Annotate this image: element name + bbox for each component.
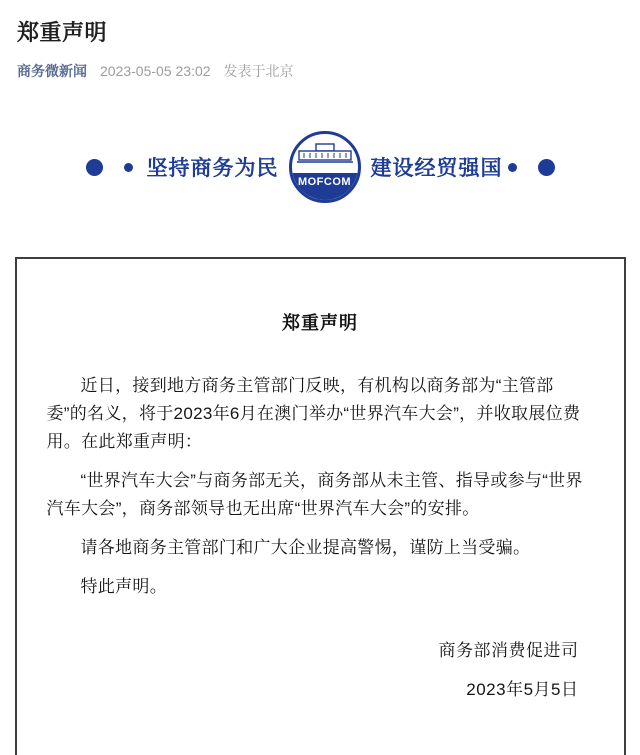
dot-large-right-icon <box>538 159 555 176</box>
page-title: 郑重声明 <box>17 20 108 45</box>
statement-paragraph: 近日，接到地方商务主管部门反映，有机构以商务部为“主管部委”的名义，将于2023年6月在澳门举办“世界汽车大会”，并收取展位费用。在此郑重声明： <box>46 376 581 451</box>
banner-left-text: 坚持商务为民 <box>146 157 279 180</box>
publish-timestamp: 2023-05-05 23:02 <box>100 63 211 79</box>
byline <box>17 61 623 81</box>
article-header <box>0 0 640 81</box>
signature-block <box>47 637 594 704</box>
statement-paragraph: 请各地商务主管部门和广大企业提高警惕，谨防上当受骗。 <box>80 538 531 557</box>
signature-date: 2023年5月5日 <box>466 680 579 699</box>
signer-name: 商务部消费促进司 <box>438 641 579 660</box>
statement-paragraph: 特此声明。 <box>80 577 167 596</box>
mofcom-logo <box>289 131 361 203</box>
dot-small-right-icon <box>508 163 517 172</box>
slogan-banner <box>0 119 640 215</box>
mofcom-building-icon <box>296 141 354 175</box>
statement-body <box>47 372 594 601</box>
dot-small-left-icon <box>124 163 133 172</box>
banner-right-text: 建设经贸强国 <box>370 157 503 180</box>
statement-paragraph: “世界汽车大会”与商务部无关，商务部从未主管、指导或参与“世界汽车大会”，商务部领导也无出席“世界汽车大会”的安排。 <box>46 471 583 518</box>
dot-large-left-icon <box>86 159 103 176</box>
statement-title: 郑重声明 <box>282 313 358 333</box>
account-name-link[interactable]: 商务微新闻 <box>17 63 87 79</box>
statement-box <box>15 257 626 755</box>
publish-location: 发表于北京 <box>223 63 294 79</box>
mofcom-logo-label: MOFCOM <box>292 173 358 200</box>
